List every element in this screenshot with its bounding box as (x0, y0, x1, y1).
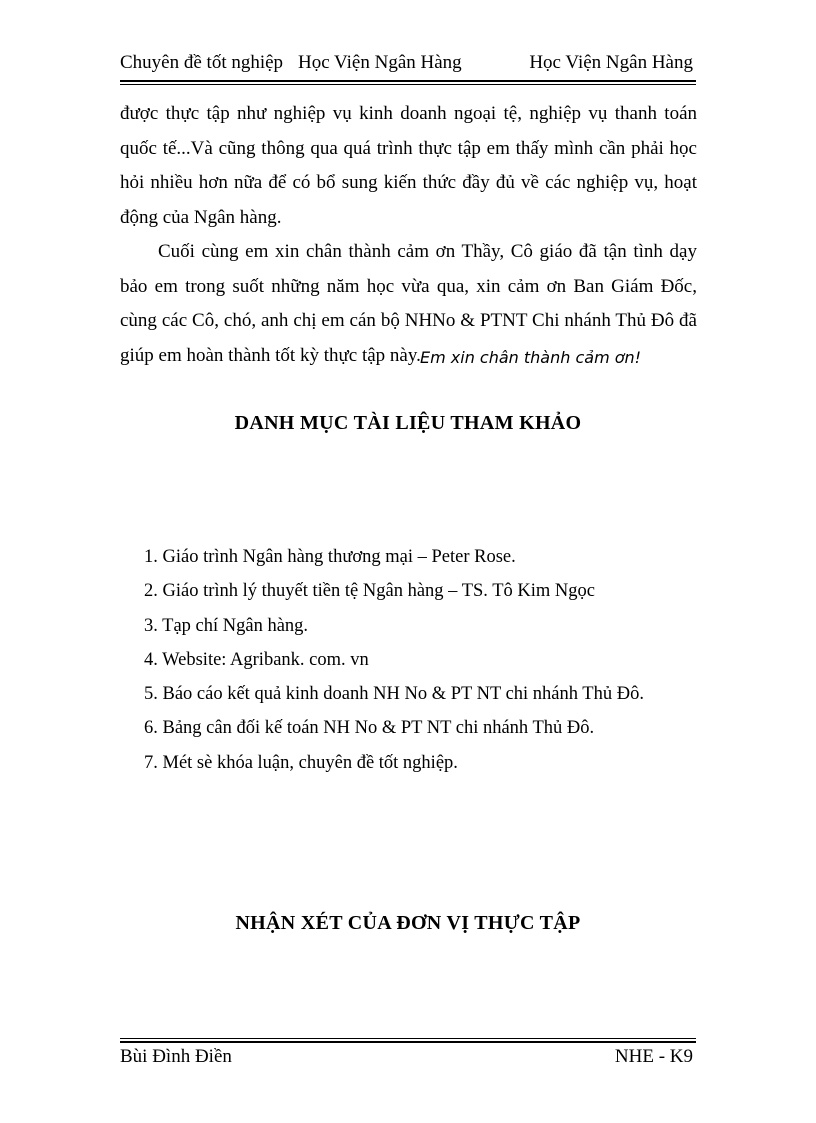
page-header (120, 52, 693, 78)
page-footer (120, 1046, 693, 1070)
header-rule-thin (120, 84, 696, 85)
header-rule-thick (120, 80, 696, 82)
header-institution-right: Học Viện Ngân Hàng (529, 52, 693, 73)
reference-item: 1. Giáo trình Ngân hàng thương mại – Peter Rose. (144, 547, 516, 567)
header-institution: Học Viện Ngân Hàng (298, 52, 462, 73)
reference-item: 7. Mét sè khóa luận, chuyên đề tốt nghiệp. (144, 752, 458, 773)
reference-item: 2. Giáo trình lý thuyết tiền tệ Ngân hàng – TS. Tô Kim Ngọc (144, 581, 595, 602)
closing-thanks: Em xin chân thành cảm ơn! (420, 348, 642, 367)
footer-class: NHE - K9 (614, 1046, 693, 1067)
references-list (144, 545, 644, 785)
reference-item: 3. Tạp chí Ngân hàng. (144, 615, 309, 636)
header-document-type: Chuyên đề tốt nghiệp (120, 52, 284, 73)
references-title: DANH MỤC TÀI LIỆU THAM KHẢO (234, 412, 582, 434)
reference-item: 6. Bảng cân đối kế toán NH No & PT NT chi nhánh Thủ Đô. (144, 718, 595, 739)
body-paragraph-2: Cuối cùng em xin chân thành cảm ơn Thầy, Cô giáo đã tận tình dạy bảo em trong suốt những năm học vừa qua, xin cảm ơn Ban Giám Đốc, cùng các Cô, chó, anh chị em cán bộ NHNo & PTNT Chi nhánh Thủ Đô đã giúp em hoàn thành tốt kỳ thực tập này. (120, 241, 697, 366)
evaluation-title: NHẬN XÉT CỦA ĐƠN VỊ THỰC TẬP (235, 912, 581, 934)
reference-item: 5. Báo cáo kết quả kinh doanh NH No & PT NT chi nhánh Thủ Đô. (144, 684, 644, 705)
body-paragraph-1: được thực tập như nghiệp vụ kinh doanh ngoại tệ, nghiệp vụ thanh toán quốc tế...Và cũng thông qua quá trình thực tập em thấy mình cần phải học hỏi nhiều hơn nữa để có bổ sung kiến thức đầy đủ về các nghiệp vụ, hoạt động của Ngân hàng. (120, 103, 697, 228)
reference-item: 4. Website: Agribank. com. vn (144, 649, 369, 670)
body-paragraph-1-block (120, 97, 697, 235)
footer-author: Bùi Đình Điền (120, 1046, 232, 1067)
footer-rule-thick (120, 1041, 696, 1043)
footer-rule-thin (120, 1038, 696, 1039)
